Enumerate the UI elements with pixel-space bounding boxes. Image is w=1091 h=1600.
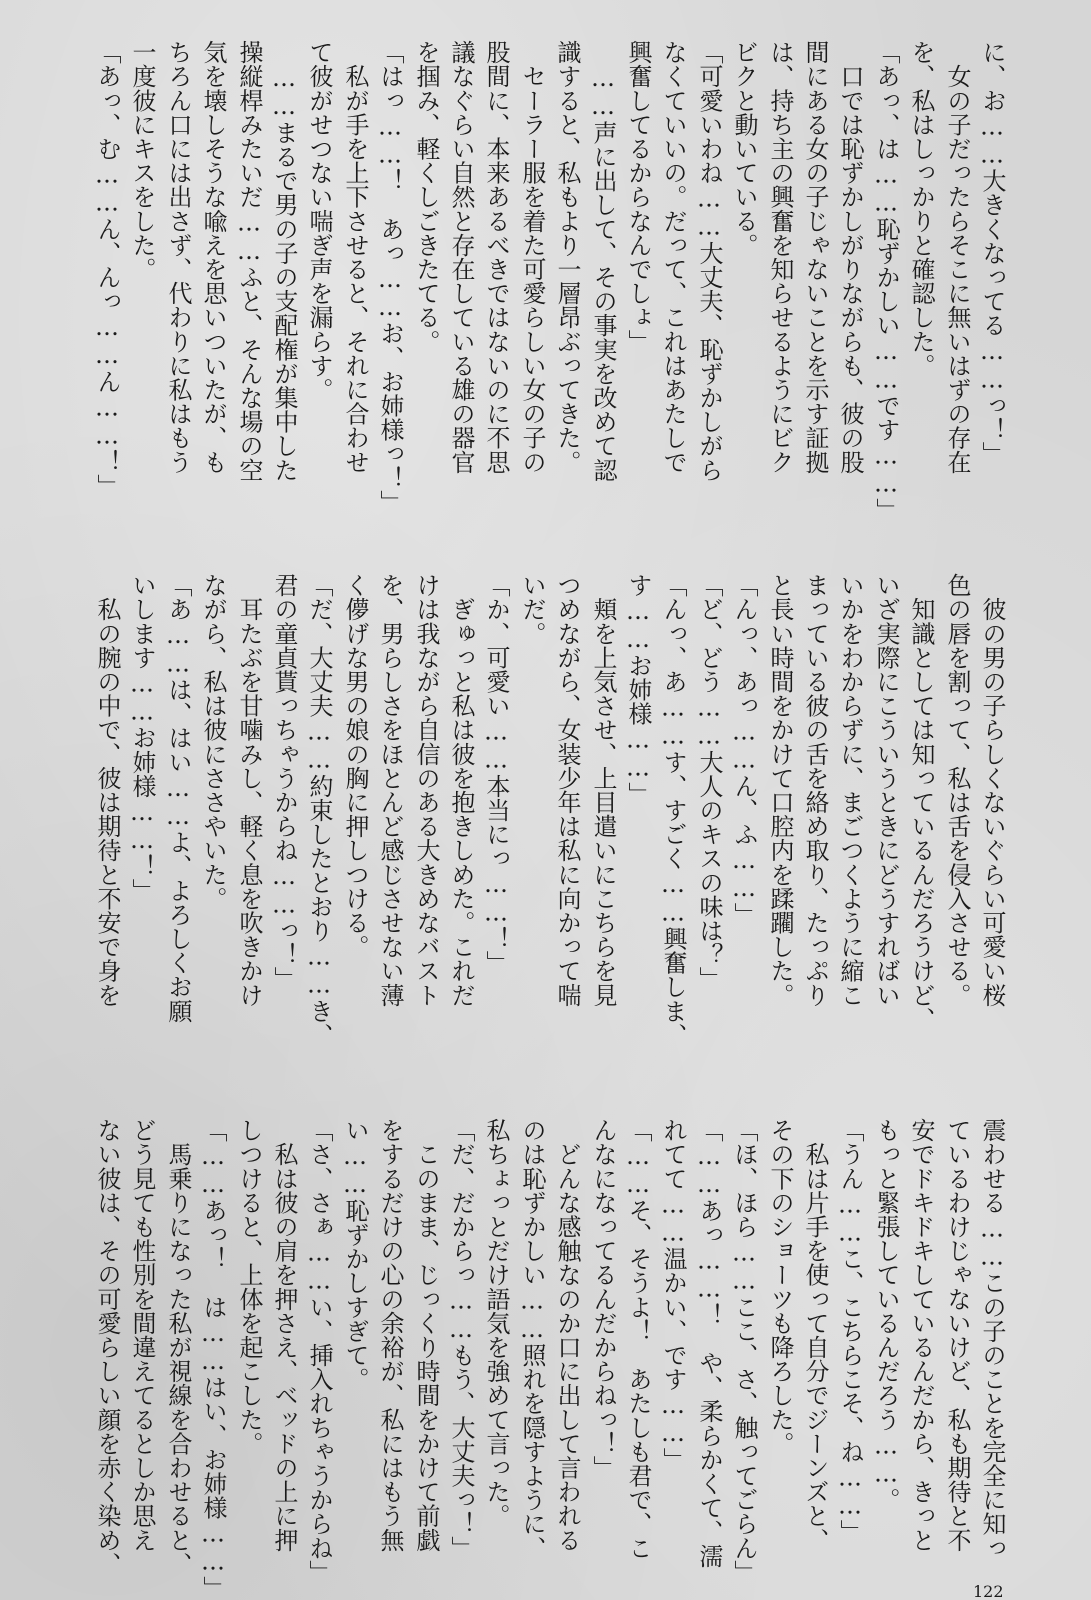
- text-column: 「……あっ！ は……はい、お姉様……」: [199, 1118, 227, 1600]
- text-column: 操縦桿みたいだ……ふと、そんな場の空: [235, 40, 263, 482]
- text-column: まっている彼の舌を絡め取り、たっぷり: [801, 573, 829, 1007]
- text-column: 知識としては知っているんだろうけど、: [907, 573, 935, 1031]
- text-column: 「だ、だからっ……もう、大丈夫っ！」: [447, 1118, 475, 1560]
- text-column: その下のショーツも降ろした。: [766, 1118, 794, 1456]
- text-column: 「あ……は、はい……よ、よろしくお願: [164, 573, 192, 1023]
- text-column: 女の子だったらそこに無いはずの存在: [943, 40, 971, 474]
- text-column: 馬乗りになった私が視線を合わせると、: [164, 1118, 192, 1576]
- text-column: 「はっ……！ あっ……お、お姉様っ！」: [376, 40, 404, 514]
- text-column: 震わせる……この子のことを完全に知っ: [978, 1118, 1006, 1560]
- text-column: をするだけの心の余裕が、私にはもう無: [376, 1118, 404, 1552]
- text-column: 「んっ、あ……す、すごく……興奮しま、: [659, 573, 687, 1047]
- text-column: ……声に出して、その事実を改めて認: [589, 40, 617, 482]
- text-column: 興奮してるからなんでしょ」: [624, 40, 652, 354]
- text-column: ながら、私は彼にささやいた。: [199, 573, 227, 911]
- text-column: ビクと動いている。: [730, 40, 758, 257]
- text-column: けは我ながら自信のある大きめなバスト: [412, 573, 440, 1007]
- text-column: いざ実際にこういうときにどうすればい: [872, 573, 900, 1007]
- text-column: 「さ、さぁ……い、挿入れちゃうからね」: [305, 1118, 333, 1584]
- text-column: のは恥ずかしい……照れを隠すように、: [518, 1118, 546, 1560]
- text-column: に、お……大きくなってる……っ！」: [978, 40, 1006, 466]
- text-column: 「ほ、ほら……ここ、さ、触ってごらん」: [730, 1118, 758, 1584]
- text-column: ……まるで男の子の支配権が集中した: [270, 40, 298, 482]
- text-column: しつけると、上体を起こした。: [235, 1118, 263, 1456]
- text-column: い……恥ずかしすぎて。: [341, 1118, 369, 1392]
- text-column: 「んっ、あっ……ん、ふ……」: [730, 573, 758, 927]
- text-column: 「だ、大丈夫……約束したとおり……き、: [305, 573, 333, 1047]
- text-column: 安でドキドキしているんだから、きっと: [907, 1118, 935, 1552]
- text-column: 「ど、どう……大人のキスの味は？」: [695, 573, 723, 991]
- text-column: ない彼は、その可愛らしい顔を赤く染め、: [93, 1118, 121, 1576]
- text-column: を、私はしっかりと確認した。: [907, 40, 935, 378]
- text-column: 私が手を上下させると、それに合わせ: [341, 40, 369, 474]
- text-column: く儚げな男の娘の胸に押しつける。: [341, 573, 369, 959]
- text-column: 彼の男の子らしくないぐらい可愛い桜: [978, 573, 1006, 1007]
- text-column: 私の腕の中で、彼は期待と不安で身を: [93, 573, 121, 1007]
- text-column: いかをわからずに、まごつくように縮こ: [836, 573, 864, 1007]
- text-column: 間にある女の子じゃないことを示す証拠: [801, 40, 829, 474]
- text-column: 「か、可愛い……本当にっ……！」: [482, 573, 510, 975]
- text-column: んなになってるんだからねっ！」: [589, 1118, 617, 1480]
- text-tier-middle: [0, 573, 1091, 1045]
- text-column: 「あっ、は……恥ずかしい……です……」: [872, 40, 900, 522]
- text-column: 「あっ、む……ん、んっ……ん……！」: [93, 40, 121, 498]
- text-column: 「うん……こ、こちらこそ、ね……」: [836, 1118, 864, 1544]
- text-column: は、持ち主の興奮を知らせるようにビク: [766, 40, 794, 474]
- text-column: 色の唇を割って、私は舌を侵入させる。: [943, 573, 971, 1007]
- text-column: 股間に、本来あるべきではないのに不思: [482, 40, 510, 474]
- text-column: 頬を上気させ、上目遣いにこちらを見: [589, 573, 617, 1007]
- text-column: を、男らしさをほとんど感じさせない薄: [376, 573, 404, 1007]
- text-column: 私ちょっとだけ語気を強めて言った。: [482, 1118, 510, 1528]
- text-column: いします……お姉様……！」: [128, 573, 156, 903]
- page-number: 122: [973, 1582, 1004, 1600]
- text-tier-top: [0, 40, 1091, 522]
- text-column: す……お姉様……」: [624, 573, 652, 806]
- text-column: このまま、じっくり時間をかけて前戯: [412, 1118, 440, 1552]
- text-column: 一度彼にキスをした。: [128, 40, 156, 281]
- text-column: どんな感触なのか口に出して言われる: [553, 1118, 581, 1552]
- text-column: なくていいの。だって、これはあたしで: [659, 40, 687, 474]
- text-column: ちろん口には出さず、代わりに私はもう: [164, 40, 192, 474]
- text-column: て彼がせつない喘ぎ声を漏らす。: [305, 40, 333, 402]
- text-column: ているわけじゃないけど、私も期待と不: [943, 1118, 971, 1552]
- text-column: 私は片手を使って自分でジーンズと、: [801, 1118, 829, 1552]
- text-column: 私は彼の肩を押さえ、ベッドの上に押: [270, 1118, 298, 1552]
- text-column: もっと緊張しているんだろう……。: [872, 1118, 900, 1512]
- text-column: 「……あっ……！ や、柔らかくて、濡: [695, 1118, 723, 1568]
- text-column: れてて……温かい、です……」: [659, 1118, 687, 1472]
- text-column: 耳たぶを甘噛みし、軽く息を吹きかけ: [235, 573, 263, 1007]
- text-column: セーラー服を着た可愛らしい女の子の: [518, 40, 546, 474]
- text-column: つめながら、女装少年は私に向かって喘: [553, 573, 581, 1007]
- text-column: 口では恥ずかしがりながらも、彼の股: [836, 40, 864, 474]
- text-column: 「可愛いわね……大丈夫、恥ずかしがら: [695, 40, 723, 482]
- text-column: ぎゅっと私は彼を抱きしめた。これだ: [447, 573, 475, 1007]
- text-column: いだ。: [518, 573, 546, 646]
- text-column: 君の童貞貰っちゃうからね……っ！」: [270, 573, 298, 991]
- text-column: 気を壊しそうな喩えを思いついたが、も: [199, 40, 227, 474]
- text-column: 「……そ、そうよ！ あたしも君で、こ: [624, 1118, 652, 1560]
- text-column: と長い時間をかけて口腔内を蹂躙した。: [766, 573, 794, 1007]
- text-column: どう見ても性別を間違えてるとしか思え: [128, 1118, 156, 1552]
- text-column: を掴み、軽くしごきたてる。: [412, 40, 440, 354]
- text-column: 議なぐらい自然と存在している雄の器官: [447, 40, 475, 474]
- text-column: 識すると、私もより一層昂ぶってきた。: [553, 40, 581, 474]
